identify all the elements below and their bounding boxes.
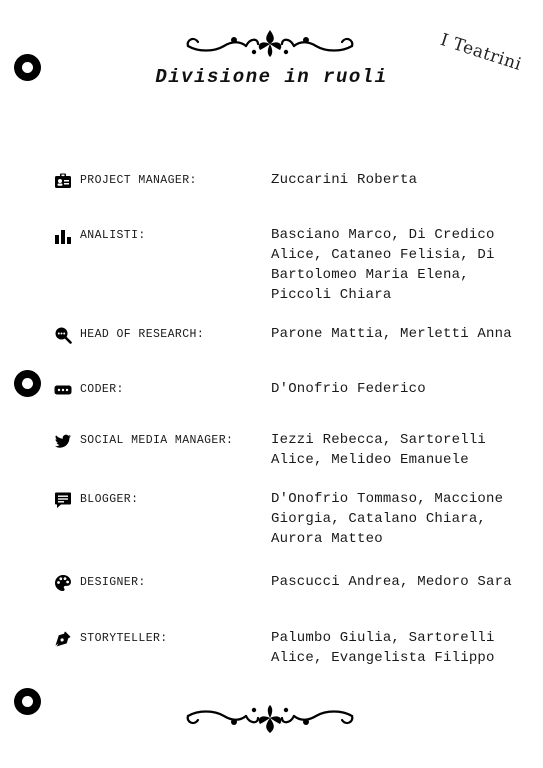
page-title: Divisione in ruoli [155, 66, 388, 88]
magnifier-icon [54, 326, 72, 344]
palette-icon [54, 574, 72, 592]
code-dots-icon [54, 381, 72, 399]
role-members: Zuccarini Roberta [271, 172, 418, 188]
role-label: DESIGNER: [80, 576, 146, 589]
role-members: Parone Mattia, Merletti Anna [271, 326, 512, 342]
chat-post-icon [54, 491, 72, 509]
fountain-pen-icon [54, 630, 72, 648]
role-label: STORYTELLER: [80, 632, 168, 645]
role-label: HEAD OF RESEARCH: [80, 328, 205, 341]
role-label: SOCIAL MEDIA MANAGER: [80, 434, 234, 447]
bar-chart-icon [54, 227, 72, 245]
role-members: D'Onofrio Federico [271, 381, 426, 397]
role-members: Palumbo Giulia, Sartorelli Alice, Evangelista Filippo [271, 630, 495, 666]
role-members: Iezzi Rebecca, Sartorelli Alice, Melideo Emanuele [271, 432, 487, 468]
role-label: CODER: [80, 383, 124, 396]
flourish-ornament-icon [184, 702, 356, 736]
role-label: BLOGGER: [80, 493, 139, 506]
role-label: ANALISTI: [80, 229, 146, 242]
role-members: D'Onofrio Tommaso, Maccione Giorgia, Catalano Chiara, Aurora Matteo [271, 491, 504, 547]
role-members: Basciano Marco, Di Credico Alice, Cataneo Felisia, Di Bartolomeo Maria Elena, Piccoli Chiara [271, 227, 495, 303]
role-label: PROJECT MANAGER: [80, 174, 197, 187]
brand-signature: I Teatrini [437, 30, 525, 76]
twitter-bird-icon [54, 432, 72, 450]
role-members: Pascucci Andrea, Medoro Sara [271, 574, 512, 590]
id-badge-icon [54, 172, 72, 190]
